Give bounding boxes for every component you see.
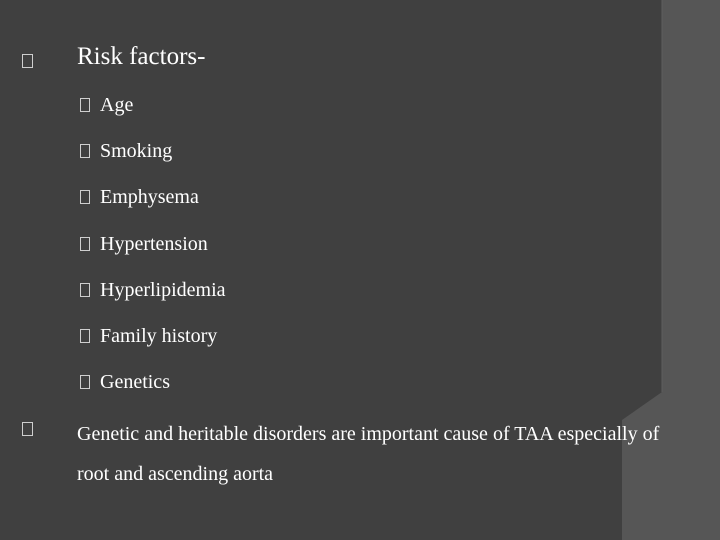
list-item bbox=[80, 323, 226, 369]
square-bullet-icon bbox=[80, 144, 90, 158]
slide-heading: Risk factors- bbox=[77, 43, 206, 70]
list-item-label: Hypertension bbox=[100, 232, 208, 255]
square-bullet-icon bbox=[80, 190, 90, 204]
list-item bbox=[80, 369, 226, 415]
square-bullet-icon bbox=[80, 283, 90, 297]
square-bullet-icon bbox=[22, 422, 33, 436]
list-item-label: Smoking bbox=[100, 140, 173, 163]
list-item-label: Genetics bbox=[100, 371, 170, 394]
list-item bbox=[80, 138, 226, 184]
list-item-label: Family history bbox=[100, 324, 218, 347]
square-bullet-icon bbox=[80, 375, 90, 389]
square-bullet-icon bbox=[80, 237, 90, 251]
square-bullet-icon bbox=[80, 98, 90, 112]
square-bullet-icon bbox=[22, 54, 33, 68]
list-item bbox=[80, 231, 226, 277]
list-item bbox=[80, 92, 226, 138]
list-item-label: Age bbox=[100, 94, 134, 116]
list-item bbox=[80, 184, 226, 230]
risk-factor-list bbox=[80, 92, 226, 415]
list-item-label: Emphysema bbox=[100, 186, 199, 209]
slide-paragraph: Genetic and heritable disorders are important cause of TAA especially of root and ascending aorta bbox=[77, 423, 660, 485]
list-item bbox=[80, 277, 226, 323]
list-item-label: Hyperlipidemia bbox=[100, 278, 226, 301]
square-bullet-icon bbox=[80, 329, 90, 343]
